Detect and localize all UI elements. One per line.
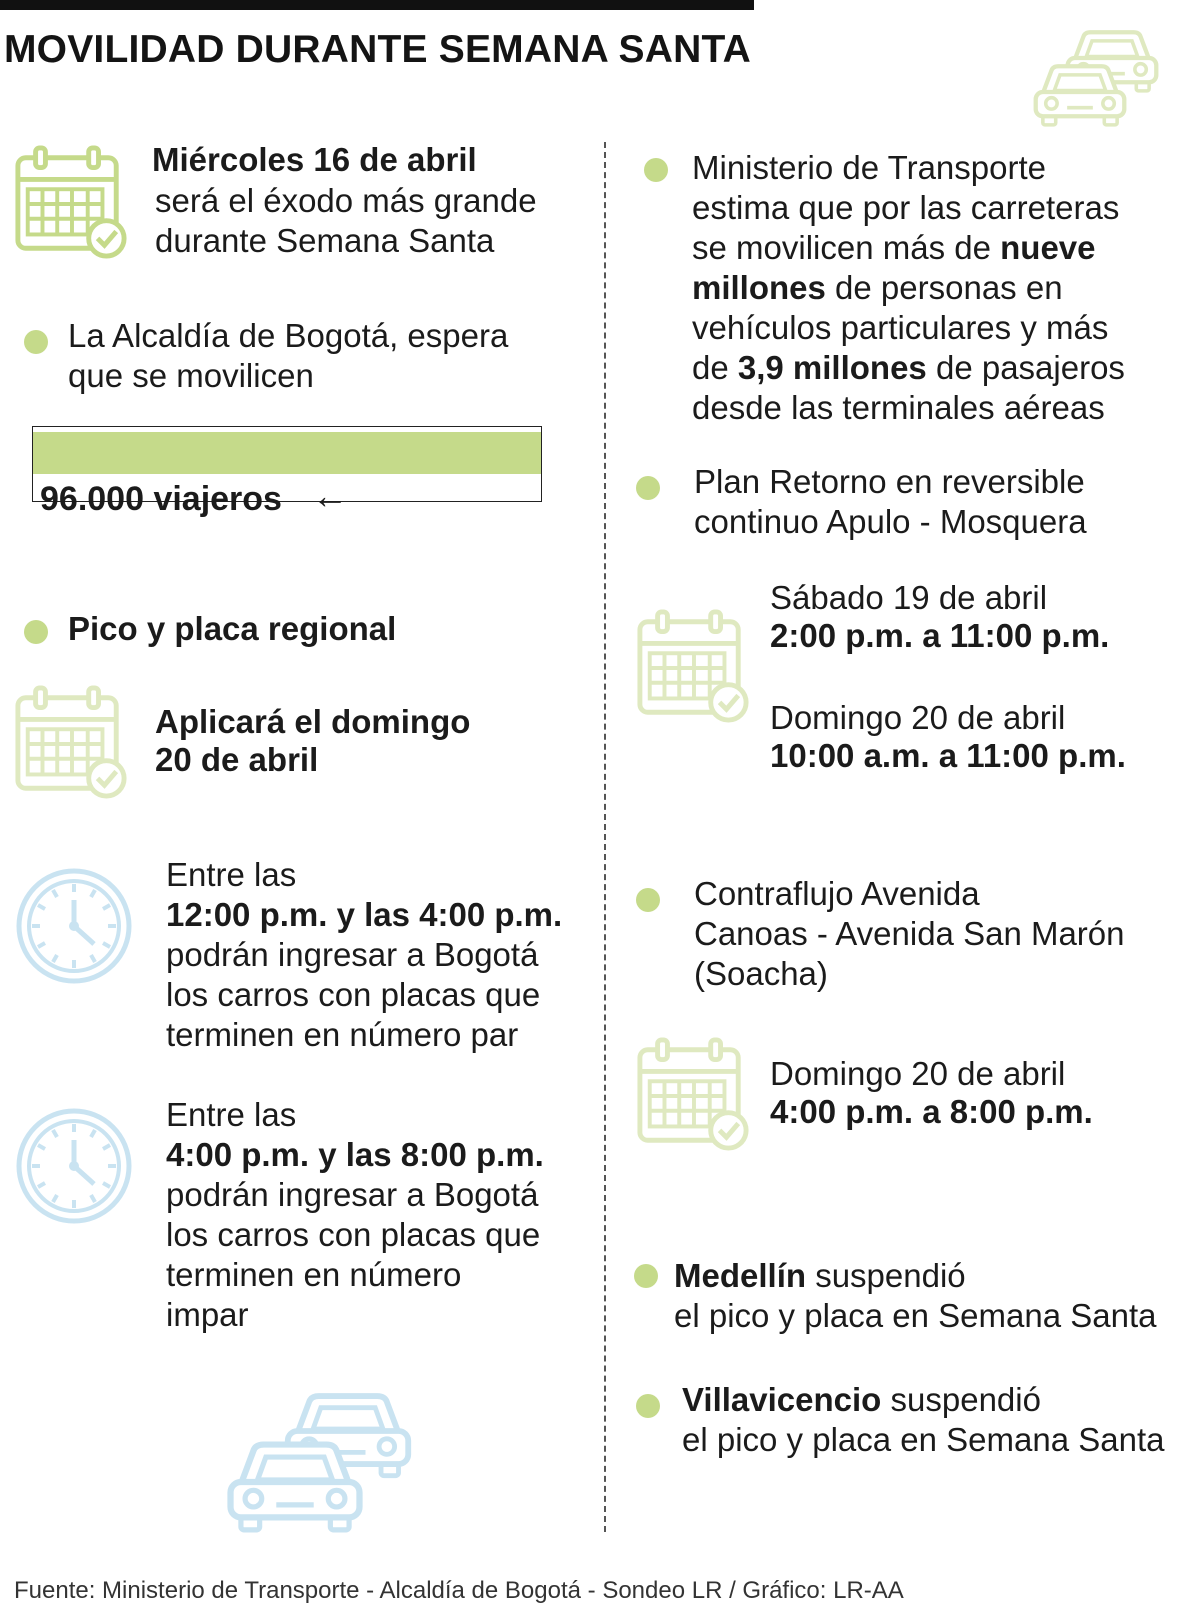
ministry-line5: vehículos particulares y más <box>692 309 1109 346</box>
bullet-dot <box>636 476 660 500</box>
ministry-line4-bold: millones <box>692 269 826 306</box>
villavicencio-line1 <box>682 1380 1041 1420</box>
calendar-check-icon <box>12 144 130 262</box>
ministry-line4 <box>692 268 1063 308</box>
calendar-check-icon <box>12 684 130 802</box>
arrow-left-icon: ← <box>312 475 348 516</box>
plan-retorno-line1: Plan Retorno en reversible <box>694 463 1085 500</box>
odd-line1: Entre las <box>166 1096 297 1133</box>
clock-icon <box>14 866 134 986</box>
medellin-rest: suspendió <box>806 1257 966 1294</box>
contraflujo-line2: Canoas - Avenida San Marón <box>694 915 1125 952</box>
odd-line3: podrán ingresar a Bogotá <box>166 1176 539 1213</box>
contraflujo-date: Domingo 20 de abril <box>770 1055 1066 1092</box>
travelers-value: 96.000 viajeros <box>40 480 282 518</box>
bogota-line2: que se movilicen <box>68 357 314 394</box>
sat-time: 2:00 p.m. a 11:00 p.m. <box>770 617 1110 654</box>
top-rule <box>0 0 754 10</box>
source-footer: Fuente: Ministerio de Transporte - Alcaldía de Bogotá - Sondeo LR / Gráfico: LR-AA <box>14 1577 904 1604</box>
plan-retorno-line2: continuo Apulo - Mosquera <box>694 503 1087 540</box>
calendar-check-icon <box>634 608 752 726</box>
contraflujo-line3: (Soacha) <box>694 955 828 992</box>
pico-placa-apply-line1: Aplicará el domingo <box>155 703 471 740</box>
villavicencio-city: Villavicencio <box>682 1381 882 1418</box>
cars-icon <box>222 1382 418 1536</box>
cars-icon <box>1030 22 1162 130</box>
villavicencio-rest: suspendió <box>881 1381 1041 1418</box>
medellin-line2: el pico y placa en Semana Santa <box>674 1297 1157 1334</box>
odd-line6: impar <box>166 1296 249 1333</box>
exodus-line2: durante Semana Santa <box>155 222 495 259</box>
exodus-date: Miércoles 16 de abril <box>152 141 477 178</box>
ministry-line6 <box>692 348 1125 388</box>
calendar-check-icon <box>634 1036 752 1154</box>
odd-line4: los carros con placas que <box>166 1216 541 1253</box>
ministry-line6-text-c: de pasajeros <box>926 349 1125 386</box>
ministry-line3-bold: nueve <box>1000 229 1096 266</box>
even-time: 12:00 p.m. y las 4:00 p.m. <box>166 896 563 933</box>
pico-placa-heading: Pico y placa regional <box>68 610 397 647</box>
even-line4: los carros con placas que <box>166 976 541 1013</box>
sun-time: 10:00 a.m. a 11:00 p.m. <box>770 737 1126 774</box>
sat-date: Sábado 19 de abril <box>770 579 1048 616</box>
medellin-line1 <box>674 1256 966 1296</box>
even-line1: Entre las <box>166 856 297 893</box>
odd-line5: terminen en número <box>166 1256 462 1293</box>
contraflujo-time: 4:00 p.m. a 8:00 p.m. <box>770 1093 1093 1130</box>
bullet-dot <box>24 330 48 354</box>
pico-placa-apply-line2: 20 de abril <box>155 741 319 778</box>
ministry-line3 <box>692 228 1096 268</box>
travelers-bar <box>33 432 541 474</box>
column-divider <box>604 142 606 1532</box>
villavicencio-line2: el pico y placa en Semana Santa <box>682 1421 1165 1458</box>
contraflujo-line1: Contraflujo Avenida <box>694 875 980 912</box>
clock-icon <box>14 1106 134 1226</box>
medellin-city: Medellín <box>674 1257 807 1294</box>
ministry-line6-bold: 3,9 millones <box>737 349 927 386</box>
page-title: MOVILIDAD DURANTE SEMANA SANTA <box>4 28 751 71</box>
bogota-line1: La Alcaldía de Bogotá, espera <box>68 317 509 354</box>
sun-date: Domingo 20 de abril <box>770 699 1066 736</box>
bullet-dot <box>636 888 660 912</box>
exodus-line1: será el éxodo más grande <box>155 182 537 219</box>
bullet-dot <box>636 1394 660 1418</box>
ministry-line4-text: de personas en <box>825 269 1063 306</box>
even-line3: podrán ingresar a Bogotá <box>166 936 539 973</box>
even-line5: terminen en número par <box>166 1016 519 1053</box>
odd-time: 4:00 p.m. y las 8:00 p.m. <box>166 1136 544 1173</box>
bullet-dot <box>644 158 668 182</box>
ministry-line1: Ministerio de Transporte <box>692 149 1046 186</box>
ministry-line3-text: se movilicen más de <box>692 229 1001 266</box>
bullet-dot <box>634 1264 658 1288</box>
ministry-line7: desde las terminales aéreas <box>692 389 1105 426</box>
ministry-line2: estima que por las carreteras <box>692 189 1120 226</box>
ministry-line6-text-a: de <box>692 349 738 386</box>
bullet-dot <box>24 620 48 644</box>
